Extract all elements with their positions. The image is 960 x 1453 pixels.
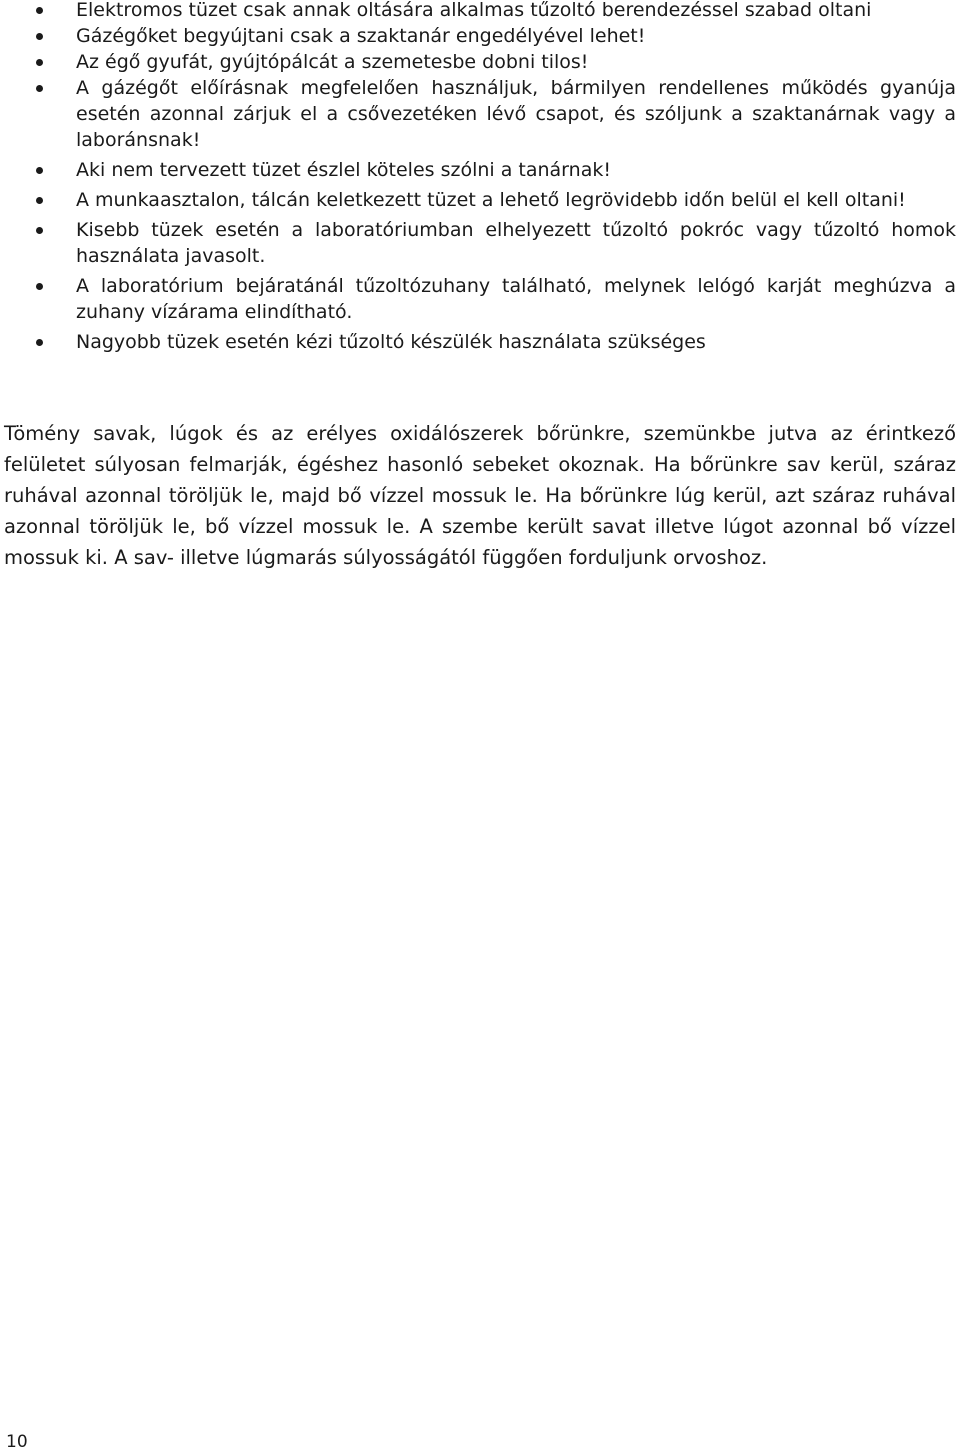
list-item (0, 157, 960, 183)
list-item (0, 187, 960, 213)
list-item (0, 217, 960, 269)
list-item-text: Elektromos tüzet csak annak oltására alkalmas tűzoltó berendezéssel szabad oltani (76, 0, 872, 21)
list-item-text: A gázégőt előírásnak megfelelően használjuk, bármilyen rendellenes működés gyanúja esetén azonnal zárjuk el a csővezetéken lévő csapot, és szóljunk a szaktanárnak vagy a laboránsnak! (76, 77, 956, 151)
list-item-text: A laboratórium bejáratánál tűzoltózuhany található, melynek lelógó karját meghúzva a zuhany vízárama elindítható. (76, 275, 956, 323)
bullet-icon (36, 339, 43, 346)
list-item-text: Nagyobb tüzek esetén kézi tűzoltó készülék használata szükséges (76, 331, 706, 353)
list-item (0, 75, 960, 153)
body-paragraph: Tömény savak, lúgok és az erélyes oxidálószerek bőrünkre, szemünkbe jutva az érintkező felületet súlyosan felmarják, égéshez hasonló sebeket okoznak. Ha bőrünkre sav kerül, száraz ruhával azonnal töröljük le, majd bő vízzel mossuk le. Ha bőrünkre lúg kerül, azt száraz ruhával azonnal töröljük le, bő vízzel mossuk le. A szembe került savat illetve lúgot azonnal bő vízzel mossuk ki. A sav- illetve lúgmarás súlyosságától függően forduljunk orvoshoz. (4, 422, 956, 569)
list-item-text: Gázégőket begyújtani csak a szaktanár engedélyével lehet! (76, 25, 646, 47)
list-item (0, 0, 960, 23)
list-item-text: A munkaasztalon, tálcán keletkezett tüzet a lehető legrövidebb időn belül el kell oltani! (76, 189, 906, 211)
bullet-icon (36, 7, 43, 14)
list-item (0, 23, 960, 49)
bullet-icon (36, 33, 43, 40)
list-item (0, 273, 960, 325)
bullet-icon (36, 283, 43, 290)
list-item-text: Kisebb tüzek esetén a laboratóriumban elhelyezett tűzoltó pokróc vagy tűzoltó homok használata javasolt. (76, 219, 956, 267)
bullet-icon (36, 59, 43, 66)
safety-rules-list (0, 0, 960, 359)
bullet-icon (36, 85, 43, 92)
list-item-text: Az égő gyufát, gyújtópálcát a szemetesbe dobni tilos! (76, 51, 589, 73)
bullet-icon (36, 167, 43, 174)
page-number: 10 (6, 1432, 28, 1452)
list-item (0, 329, 960, 355)
list-item-text: Aki nem tervezett tüzet észlel köteles szólni a tanárnak! (76, 159, 611, 181)
bullet-icon (36, 197, 43, 204)
list-item (0, 49, 960, 75)
bullet-icon (36, 227, 43, 234)
